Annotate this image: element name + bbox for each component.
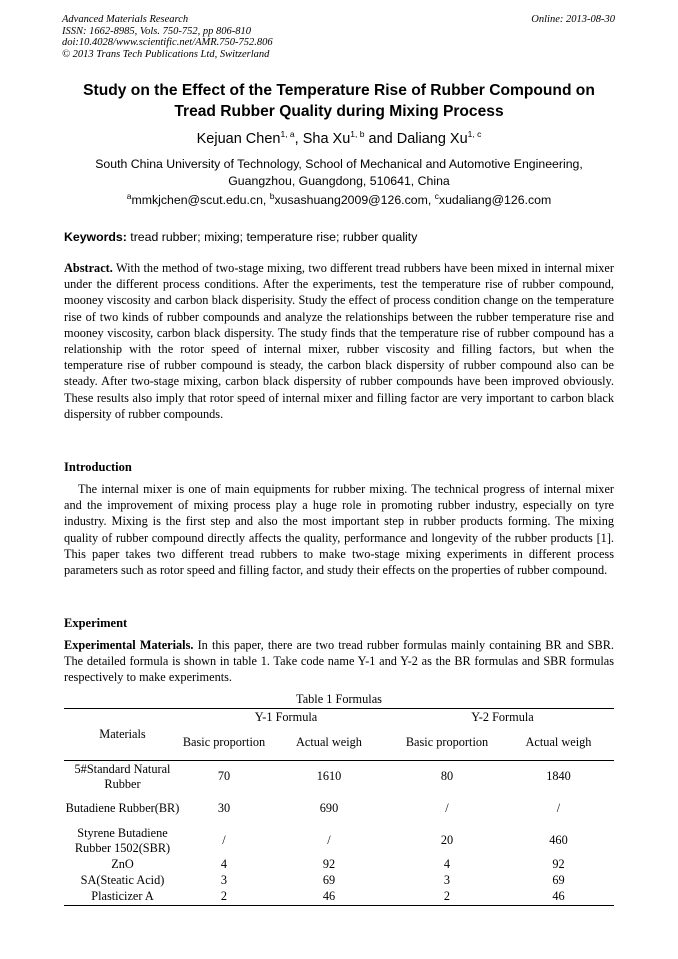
affiliation-line-2: Guangzhou, Guangdong, 510641, China: [228, 174, 450, 188]
col-group-y1: Y-1 Formula: [254, 709, 318, 724]
email-list: [0, 192, 678, 208]
cell-y1-basic: /: [222, 833, 226, 848]
abstract-text: With the method of two-stage mixing, two different tread rubbers have been mixed in internal mixer under the different process conditions. After the experiments, test the temperature rise of rubber compound, mooney viscosity and carbon black disperisity. Study the effect of process condition change on the temperature rise of two kinds of rubber compounds and analyze the relationships between the rubber temperature rise and mooney viscosity, carbon black dispersity. The study finds that the temperature rise of rubber compound has a relationship with the rotor speed of internal mixer, rubber viscosity and filling factors, but when the temperature rise of rubber compound is steady, the carbon black dispersity of rubber compound also can be steady. After two-stage mixing, carbon black dispersity of rubber compounds have been improved obviously. These results also imply that rotor speed of internal mixer and filling factor are very important to carbon black dispersity of rubber compounds.: [64, 261, 614, 421]
cell-y2-basic: 4: [443, 857, 451, 872]
col-header-y1-basic: Basic proportion: [182, 735, 266, 750]
cell-y1-basic: 4: [220, 857, 228, 872]
col-header-y2-basic: Basic proportion: [405, 735, 489, 750]
col-group-y2: Y-2 Formula: [471, 709, 534, 724]
email-separator: ,: [427, 193, 435, 207]
cell-y1-actual: 92: [322, 857, 336, 872]
cell-material: Butadiene Rubber(BR): [65, 801, 180, 816]
keywords-text: tread rubber; mixing; temperature rise; rubber quality: [126, 230, 418, 244]
cell-material: Plasticizer A: [91, 889, 154, 904]
cell-y1-basic: 70: [217, 769, 231, 784]
materials-label: Experimental Materials.: [64, 638, 194, 652]
materials-paragraph: [64, 637, 614, 686]
table-row: [64, 793, 614, 825]
table-caption: Table 1 Formulas: [296, 692, 382, 706]
table-row: [64, 857, 614, 873]
cell-y2-actual: 1840: [546, 769, 571, 784]
cell-y1-actual: 690: [319, 801, 339, 816]
cell-y2-basic: 80: [440, 769, 454, 784]
affiliation-line-1: South China University of Technology, School of Mechanical and Automotive Engineering,: [95, 157, 583, 171]
author-name: Sha Xu: [302, 131, 351, 147]
email-link[interactable]: mmkjchen@scut.edu.cn: [131, 193, 263, 207]
cell-y2-actual: 92: [552, 857, 565, 872]
cell-y2-actual: 46: [552, 889, 565, 904]
author-separator: ,: [294, 131, 303, 147]
author-name: Daliang Xu: [396, 131, 468, 147]
author-affil-sup: 1, a: [280, 129, 295, 140]
issn-line: ISSN: 1662-8985, Vols. 750-752, pp 806-810: [62, 25, 251, 37]
col-header-y1-actual: Actual weigh: [296, 735, 362, 750]
doi-line: doi:10.4028/www.scientific.net/AMR.750-752.806: [62, 37, 273, 48]
cell-y2-actual: 69: [552, 873, 565, 888]
cell-y1-actual: 1610: [316, 769, 342, 784]
keywords: [64, 229, 417, 245]
author-list: [0, 130, 678, 148]
journal-name: Advanced Materials Research: [62, 14, 189, 25]
author-and: and: [364, 131, 397, 147]
email-separator: ,: [262, 193, 270, 207]
introduction-paragraph: The internal mixer is one of main equipments for rubber mixing. The technical progress of internal mixer and the improvement of mixing process play a huge role in promoting rubber industry, especially on tyre industry. Mixing is the first step and also the most important step in rubber products forming. The mixing quality of rubber compound directly affects the quality, performance and longevity of the rubber products [1]. This paper takes two different tread rubbers to make two-stage mixing experiments in different process parameters such as rotor speed and filling factor, and study their effects on the properties of rubber compound.: [64, 482, 614, 578]
affiliation: [50, 156, 628, 190]
formulas-table: [64, 708, 614, 906]
email-sup: c: [434, 190, 439, 201]
experiment-heading: Experiment: [64, 616, 128, 630]
cell-y2-basic: 2: [443, 889, 451, 904]
materials-text: In this paper, there are two tread rubber formulas mainly containing BR and SBR. The detailed formula is shown in table 1. Take code name Y-1 and Y-2 as the BR formulas and SBR formulas respectively to make experiments.: [64, 638, 614, 685]
table-row: [64, 825, 614, 857]
cell-material: ZnO: [111, 857, 134, 872]
author-affil-sup: 1, b: [350, 129, 365, 140]
cell-y1-actual: 69: [322, 873, 336, 888]
abstract-label: Abstract.: [64, 261, 113, 275]
col-header-y2-actual: Actual weigh: [525, 735, 592, 750]
cell-material: 5#Standard Natural Rubber: [74, 761, 171, 791]
keywords-label: Keywords:: [64, 230, 127, 244]
introduction-heading: Introduction: [64, 460, 132, 474]
running-header: [62, 14, 273, 60]
table-row: [64, 889, 614, 906]
cell-y2-basic: /: [445, 801, 449, 816]
title-line-2: Tread Rubber Quality during Mixing Process: [174, 103, 504, 120]
email-link[interactable]: xusashuang2009@126.com: [274, 193, 428, 207]
table-header-row: [64, 709, 614, 727]
cell-y1-basic: 2: [220, 889, 228, 904]
table-row: [64, 761, 614, 794]
cell-material: SA(Steatic Acid): [80, 873, 165, 888]
email-sup: a: [126, 190, 132, 201]
cell-y1-actual: 46: [322, 889, 336, 904]
title-line-1: Study on the Effect of the Temperature Rise of Rubber Compound on: [83, 82, 595, 99]
cell-y1-basic: 30: [217, 801, 231, 816]
online-date: Online: 2013-08-30: [531, 14, 615, 25]
cell-y1-basic: 3: [220, 873, 228, 888]
cell-material: Styrene Butadiene Rubber 1502(SBR): [74, 825, 171, 855]
cell-y2-basic: 20: [440, 833, 454, 848]
cell-y2-actual: 460: [549, 833, 568, 848]
email-link[interactable]: xudaliang@126.com: [438, 193, 552, 207]
cell-y2-basic: 3: [443, 873, 451, 888]
copyright-line: © 2013 Trans Tech Publications Ltd, Switzerland: [62, 48, 270, 60]
author-name: Kejuan Chen: [196, 131, 281, 147]
table-row: [64, 873, 614, 889]
cell-y1-actual: /: [327, 833, 331, 848]
author-affil-sup: 1, c: [467, 129, 482, 140]
abstract-paragraph: [64, 260, 614, 422]
col-header-materials: Materials: [64, 709, 181, 761]
cell-y2-actual: /: [556, 801, 561, 816]
email-sup: b: [269, 190, 275, 201]
paper-title: [40, 80, 638, 122]
